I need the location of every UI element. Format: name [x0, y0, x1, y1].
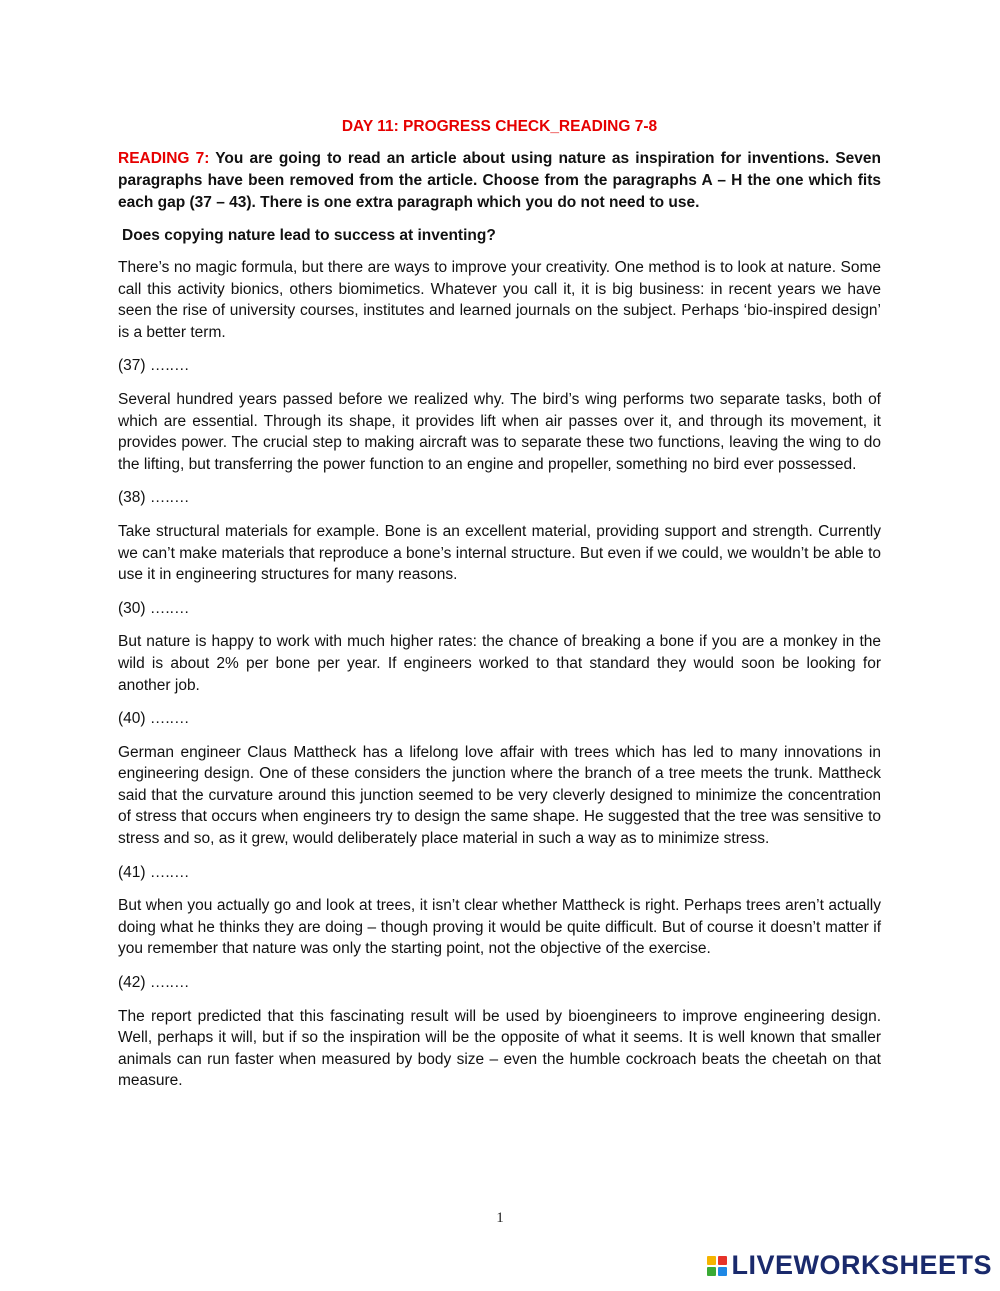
gap-42[interactable]: (42) …..…	[118, 974, 190, 992]
gap-41[interactable]: (41) …..…	[118, 863, 190, 881]
instructions-text: You are going to read an article about using nature as inspiration for inventions. Seven paragraphs have been removed from the article. Choose from the paragraphs A – H the one which fits each gap (37 – 43). There is one extra paragraph which you do not need to use.	[118, 150, 881, 211]
instructions-label: READING 7:	[118, 150, 210, 167]
page-title: DAY 11: PROGRESS CHECK_READING 7-8	[341, 118, 658, 135]
article-paragraph: There’s no magic formula, but there are ways to improve your creativity. One method is to look at nature. Some call this activity bionics, others biomimetics. Whatever you call it, it is big business: in recent years we have seen the rise of university courses, institutes and learned journals on the subject. Perhaps ‘bio-inspired design’ is a better term.	[118, 259, 881, 341]
worksheet-page	[118, 116, 881, 1104]
liveworksheets-brand[interactable]	[707, 1250, 992, 1281]
gap-38[interactable]: (38) …..…	[118, 489, 190, 507]
logo-tile	[707, 1267, 716, 1276]
instructions	[118, 148, 881, 214]
article-paragraph: German engineer Claus Mattheck has a lifelong love affair with trees which has led to many innovations in engineering design. One of these considers the junction where the branch of a tree meets the trunk. Mattheck said that the curvature around this junction seemed to be very cleverly designed to minimize the concentration of stress that occurs when engineers try to design the same shape. He suggested that the tree was sensitive to stress and so, as it grew, would deliberately place material in such a way as to minimize stress.	[118, 743, 881, 848]
article-paragraph: Take structural materials for example. Bone is an excellent material, providing support and strength. Currently we can’t make materials that reproduce a bone’s internal structure. But even if we could, we wouldn’t be able to use it in engineering structures for many reasons.	[118, 522, 881, 584]
article-paragraph: The report predicted that this fascinating result will be used by bioengineers to improve engineering design. Well, perhaps it will, but if so the inspiration will be the opposite of what it seems. It is well known that smaller animals can run faster when measured by body size – even the humble cockroach beats the cheetah on that measure.	[118, 1007, 881, 1090]
logo-tile	[707, 1256, 716, 1265]
article-paragraph: But nature is happy to work with much higher rates: the chance of breaking a bone if you are a monkey in the wild is about 2% per bone per year. If engineers worked to that standard they would soon be looking for another job.	[118, 633, 881, 694]
article-paragraph: Several hundred years passed before we realized why. The bird’s wing performs two separate tasks, both of which are essential. Through its shape, it provides lift when air passes over it, and through its movement, it provides power. The crucial step to making aircraft was to separate these two functions, leaving the wing to do the lifting, but transferring the power function to an engine and propeller, something no bird ever possessed.	[118, 390, 881, 473]
gap-40[interactable]: (40) …..…	[118, 710, 190, 728]
brand-name: LIVEWORKSHEETS	[731, 1250, 992, 1280]
logo-tile	[718, 1267, 727, 1276]
page-number: 1	[496, 1210, 504, 1226]
article-title: Does copying nature lead to success at inventing?	[122, 227, 496, 244]
article-paragraph: But when you actually go and look at trees, it isn’t clear whether Mattheck is right. Perhaps trees aren’t actually doing what he thinks they are doing – though proving it would be quite difficult. But of course it doesn’t matter if you remember that nature was only the starting point, not the objective of the exercise.	[118, 897, 881, 958]
logo-tile	[718, 1256, 727, 1265]
gap-37[interactable]: (37) …..…	[118, 357, 190, 375]
liveworksheets-logo-icon	[707, 1256, 727, 1276]
gap-39[interactable]: (30) …..…	[118, 599, 190, 617]
